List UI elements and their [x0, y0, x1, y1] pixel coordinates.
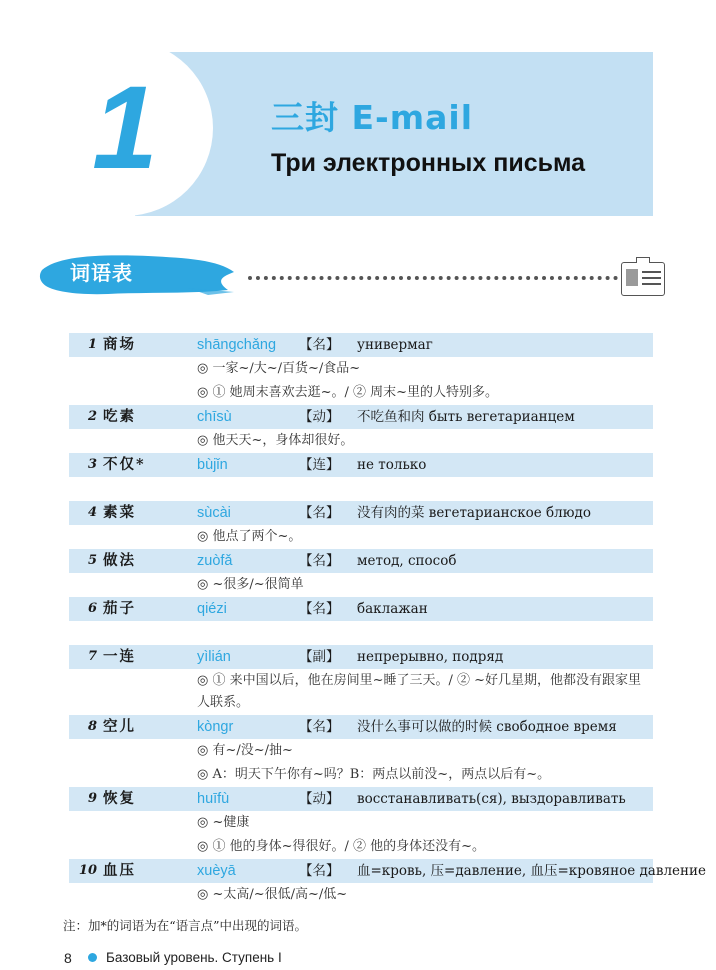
entry-pinyin: zuòfǎ	[197, 553, 233, 569]
entry-example: ◎ 他天天~，身体却很好。	[197, 433, 354, 448]
entry-example: ◎ ① 他的身体~得很好。/ ② 他的身体还没有~。	[197, 839, 486, 854]
entry-word: 素菜	[103, 504, 136, 521]
entry-example: ◎ ① 来中国以后，他在房间里~睡了三天。/ ② ~好几星期，他都没有跟家里人联系。	[197, 673, 642, 710]
entry-number: 2	[87, 409, 97, 424]
entry-part-of-speech: 【连】	[299, 457, 340, 473]
vocab-entry	[69, 597, 653, 621]
entry-pinyin: sùcài	[197, 505, 231, 521]
entry-meaning: непрерывно, подряд	[357, 649, 504, 665]
entry-word: 一连	[103, 648, 136, 665]
entry-meaning: 血=кровь, 压=давление, 血压=кровяное давление	[357, 863, 707, 879]
entry-word: 恢复	[103, 790, 136, 807]
entry-word: 商场	[103, 336, 136, 353]
vocab-entry	[69, 549, 653, 573]
brush-stroke-decoration	[38, 250, 236, 296]
entry-word: 吃素	[103, 408, 136, 425]
entry-number: 6	[87, 601, 97, 616]
entry-meaning: универмаг	[357, 337, 433, 353]
lesson-title-chinese: 三封 E-mail	[271, 98, 474, 137]
entry-meaning: 没有肉的菜 вегетарианское блюдо	[357, 505, 591, 521]
vocabulary-list	[69, 333, 707, 907]
entry-part-of-speech: 【名】	[299, 337, 340, 353]
entry-part-of-speech: 【动】	[299, 409, 340, 425]
entry-word: 做法	[103, 552, 136, 569]
entry-meaning: 不吃鱼和肉 быть вегетарианцем	[357, 409, 575, 425]
vocab-entry	[69, 859, 707, 883]
entry-example: ◎ ~很多/~很简单	[197, 577, 304, 592]
entry-meaning: 没什么事可以做的时候 свободное время	[357, 719, 617, 735]
vocab-entry	[69, 645, 653, 669]
entry-pinyin: kòngr	[197, 719, 234, 735]
lesson-number: 1	[92, 62, 158, 194]
entry-part-of-speech: 【名】	[299, 863, 340, 879]
page-number: 8	[64, 950, 72, 966]
entry-word: 不仅*	[103, 456, 146, 473]
entry-meaning: баклажан	[357, 601, 428, 617]
entry-part-of-speech: 【副】	[299, 649, 340, 665]
footnote: 注：加*的词语为在“语言点”中出现的词语。	[63, 918, 308, 933]
entry-example: ◎ 一家~/大~/百货~/食品~	[197, 361, 361, 376]
entry-word: 空儿	[103, 718, 136, 735]
vocabulary-heading: 词语表	[70, 261, 133, 285]
entry-pinyin: yìlián	[197, 649, 231, 665]
entry-pinyin: shāngchǎng	[197, 337, 277, 353]
entry-meaning: метод, способ	[357, 553, 457, 569]
entry-pinyin: qiézi	[197, 601, 227, 617]
entry-number: 1	[87, 337, 97, 352]
bullet-dot-icon	[88, 953, 97, 962]
dotted-divider	[248, 276, 618, 280]
entry-number: 3	[87, 457, 97, 472]
entry-part-of-speech: 【动】	[299, 791, 340, 807]
vocab-entry	[69, 453, 653, 477]
entry-pinyin: chīsù	[197, 409, 232, 425]
level-caption: Базовый уровень. Ступень I	[106, 950, 282, 965]
entry-word: 茄子	[103, 600, 136, 617]
entry-number: 9	[87, 791, 97, 806]
id-card-icon	[621, 262, 665, 296]
entry-example: ◎ A：明天下午你有~吗？B：两点以前没~，两点以后有~。	[197, 767, 551, 782]
entry-word: 血压	[103, 862, 136, 879]
entry-meaning: не только	[357, 457, 427, 473]
entry-number: 7	[87, 649, 97, 664]
vocab-entry	[69, 501, 653, 525]
entry-meaning: восстанавливать(ся), выздоравливать	[357, 791, 626, 807]
entry-pinyin: xuèyā	[197, 863, 236, 879]
entry-part-of-speech: 【名】	[299, 719, 340, 735]
entry-example: ◎ 他点了两个~。	[197, 529, 302, 544]
vocab-entry	[69, 715, 653, 739]
entry-example: ◎ ~健康	[197, 815, 250, 830]
entry-example: ◎ ① 她周末喜欢去逛~。/ ② 周末~里的人特别多。	[197, 385, 499, 400]
entry-number: 4	[87, 505, 97, 520]
vocab-entry	[69, 787, 653, 811]
lesson-title-russian: Три электронных письма	[271, 149, 586, 177]
entry-pinyin: huīfù	[197, 791, 230, 807]
entry-example: ◎ ~太高/~很低/高~/低~	[197, 887, 348, 902]
entry-number: 10	[78, 863, 97, 878]
entry-number: 5	[87, 553, 97, 568]
vocab-entry	[69, 333, 653, 357]
vocab-entry	[69, 405, 653, 429]
entry-part-of-speech: 【名】	[299, 505, 340, 521]
entry-example: ◎ 有~/没~/抽~	[197, 743, 293, 758]
entry-number: 8	[87, 719, 97, 734]
entry-pinyin: bùjǐn	[197, 457, 228, 473]
entry-part-of-speech: 【名】	[299, 601, 340, 617]
entry-part-of-speech: 【名】	[299, 553, 340, 569]
